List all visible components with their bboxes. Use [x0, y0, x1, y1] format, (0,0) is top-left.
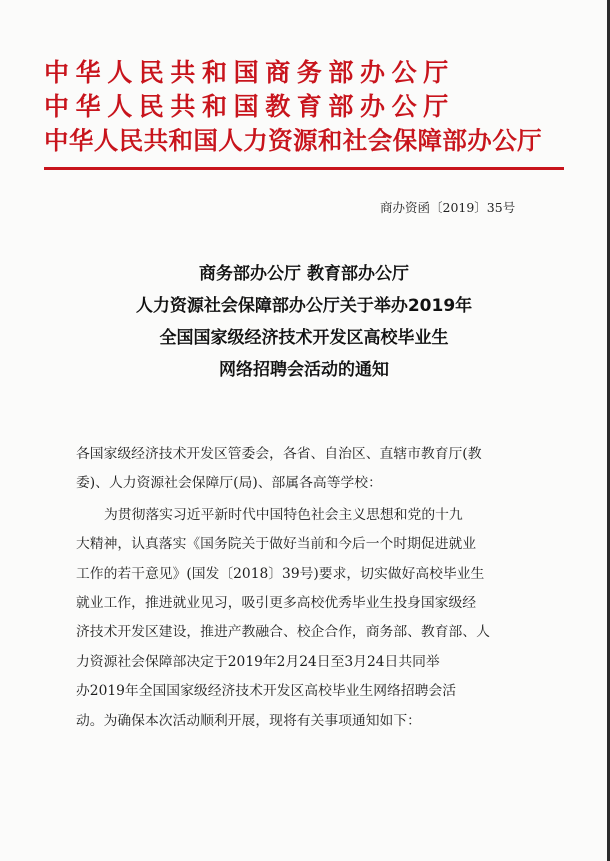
title-line-4: 网络招聘会活动的通知: [219, 360, 389, 380]
title-line-3: 全国国家级经济技术开发区高校毕业生: [159, 328, 449, 348]
body-line-4: 就业工作，推进就业见习，吸引更多高校优秀毕业生投身国家级经: [76, 595, 477, 612]
body-paragraph: [76, 501, 536, 736]
body-line-5: 济技术开发区建设，推进产教融合、校企合作，商务部、教育部、人: [76, 624, 490, 641]
header-line-hrss: 中华人民共和国人力资源和社会保障部办公厅: [44, 126, 542, 155]
title-line-2: 人力资源社会保障部办公厅关于举办2019年: [135, 296, 473, 316]
header-line-education: 中华人民共和国教育部办公厅: [44, 92, 455, 121]
title-line-1: 商务部办公厅 教育部办公厅: [199, 264, 409, 284]
issuing-authorities-header: [44, 56, 564, 158]
addressee-paragraph: [76, 440, 536, 499]
addressee-line-2: 委)、人力资源社会保障厅(局)、部属各高等学校：: [76, 475, 382, 492]
header-line-commerce: 中华人民共和国商务部办公厅: [44, 58, 455, 87]
notice-body: [76, 440, 536, 736]
body-line-2: 大精神，认真落实《国务院关于做好当前和今后一个时期促进就业: [76, 536, 477, 553]
red-divider-rule: [44, 167, 564, 170]
addressee-line-1: 各国家级经济技术开发区管委会，各省、自治区、直辖市教育厅(教: [76, 446, 482, 462]
body-line-8: 动。为确保本次活动顺利开展，现将有关事项通知如下：: [76, 712, 421, 729]
body-line-3: 工作的若干意见》(国发〔2018〕39号)要求，切实做好高校毕业生: [76, 565, 485, 582]
body-line-6: 力资源社会保障部决定于2019年2月24日至3月24日共同举: [76, 653, 440, 670]
body-line-1: 为贯彻落实习近平新时代中国特色社会主义思想和党的十九: [104, 506, 463, 523]
body-line-7: 办2019年全国国家级经济技术开发区高校毕业生网络招聘会活: [76, 683, 457, 700]
notice-title: [44, 258, 564, 386]
document-number: 商办资函〔2019〕35号: [380, 200, 516, 215]
